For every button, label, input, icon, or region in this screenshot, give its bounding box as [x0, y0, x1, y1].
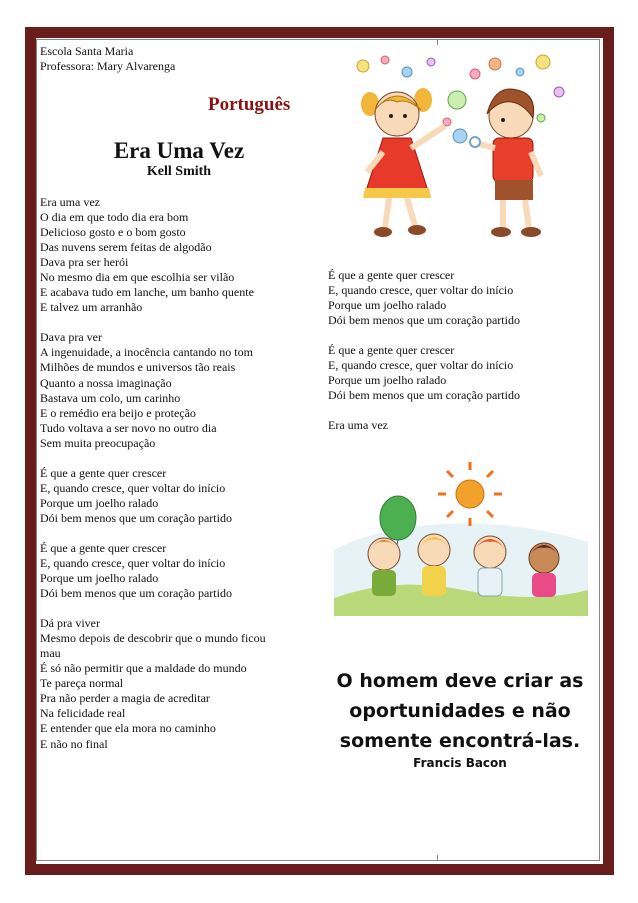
lyric-line: E talvez um arranhão: [40, 300, 143, 315]
lyric-line: Porque um joelho ralado: [328, 298, 447, 313]
lyric-line: Dói bem menos que um coração partido: [328, 313, 520, 328]
kids-sun-illustration: [334, 458, 588, 616]
lyric-line: Das nuvens serem feitas de algodão: [40, 240, 212, 255]
lyric-line: E o remédio era beijo e proteção: [40, 405, 196, 420]
lyric-line: Dói bem menos que um coração partido: [40, 510, 232, 525]
lyric-line: E entender que ela mora no caminho: [40, 721, 216, 736]
lyric-line: O dia em que todo dia era bom: [40, 210, 189, 225]
lyric-line: Mesmo depois de descobrir que o mundo ficou: [40, 631, 266, 646]
lyric-line: Dava pra ver: [40, 330, 102, 345]
lyric-line: Dá pra viver: [40, 616, 100, 631]
lyric-line: É só não permitir que a maldade do mundo: [40, 661, 247, 676]
stanza: [328, 268, 568, 328]
column-divider-top: [437, 39, 438, 45]
kids-bubbles-illustration: [345, 52, 575, 244]
lyric-line: E, quando cresce, quer voltar do início: [328, 358, 514, 373]
lyric-line: Tudo voltava a ser novo no outro dia: [40, 420, 217, 435]
stanza: [40, 330, 295, 450]
lyric-line: Dói bem menos que um coração partido: [328, 388, 520, 403]
lyric-line: É que a gente quer crescer: [40, 465, 167, 480]
lyric-line: E, quando cresce, quer voltar do início: [40, 555, 226, 570]
lyric-line: Dava pra ser herói: [40, 255, 129, 270]
lyric-line: Te pareça normal: [40, 676, 124, 691]
lyric-line: Porque um joelho ralado: [40, 495, 159, 510]
lyric-line: Pra não perder a magia de acreditar: [40, 691, 210, 706]
lyric-line: Milhões de mundos e universos tão reais: [40, 360, 236, 375]
boy-figure: [470, 89, 541, 237]
lyrics-left-column: [40, 195, 295, 767]
lyrics-right-column: [328, 268, 568, 448]
lyric-line: E acabava tudo em lanche, um banho quente: [40, 285, 254, 300]
lyric-line: E não no final: [40, 736, 108, 751]
lyric-line: A ingenuidade, a inocência cantando no tom: [40, 345, 253, 360]
lyric-line: Sem muita preocupação: [40, 435, 156, 450]
lyric-line: Era uma vez: [40, 195, 100, 209]
column-divider-bottom: [437, 855, 438, 861]
lyric-line: É que a gente quer crescer: [40, 540, 167, 555]
school-header: [40, 44, 175, 74]
lyric-line: No mesmo dia em que escolhia ser vilão: [40, 270, 235, 285]
sun-icon: [438, 462, 502, 526]
lyric-line: Era uma vez: [328, 418, 388, 433]
lyric-line: Dói bem menos que um coração partido: [40, 586, 232, 601]
quote-author: Francis Bacon: [413, 756, 507, 770]
lyric-line: E, quando cresce, quer voltar do início: [40, 480, 226, 495]
stanza: [40, 616, 295, 751]
lyric-line: Quanto a nossa imaginação: [40, 375, 172, 390]
quote-text: O homem deve criar as oportunidades e não somente encontrá-las.: [336, 670, 584, 752]
stanza: [328, 418, 568, 433]
song-author: Kell Smith: [146, 164, 212, 179]
song-title: Era Uma Vez: [113, 138, 245, 163]
stanza: [40, 466, 295, 526]
stanza: [40, 195, 295, 315]
lyric-line: Delicioso gosto e o bom gosto: [40, 225, 186, 240]
stanza: [40, 541, 295, 601]
school-name: Escola Santa Maria: [40, 44, 134, 58]
lyric-line: Porque um joelho ralado: [40, 571, 159, 586]
lyric-line: É que a gente quer crescer: [328, 268, 455, 282]
subject-title: Português: [208, 94, 291, 115]
lyric-line: Na felicidade real: [40, 706, 126, 721]
girl-figure: [361, 88, 445, 237]
stanza: [328, 343, 568, 403]
lyric-line: mau: [40, 646, 61, 661]
lyric-line: E, quando cresce, quer voltar do início: [328, 283, 514, 298]
teacher-name: Professora: Mary Alvarenga: [40, 59, 176, 73]
lyric-line: Bastava um colo, um carinho: [40, 390, 181, 405]
lyric-line: Porque um joelho ralado: [328, 373, 447, 388]
lyric-line: É que a gente quer crescer: [328, 343, 455, 358]
